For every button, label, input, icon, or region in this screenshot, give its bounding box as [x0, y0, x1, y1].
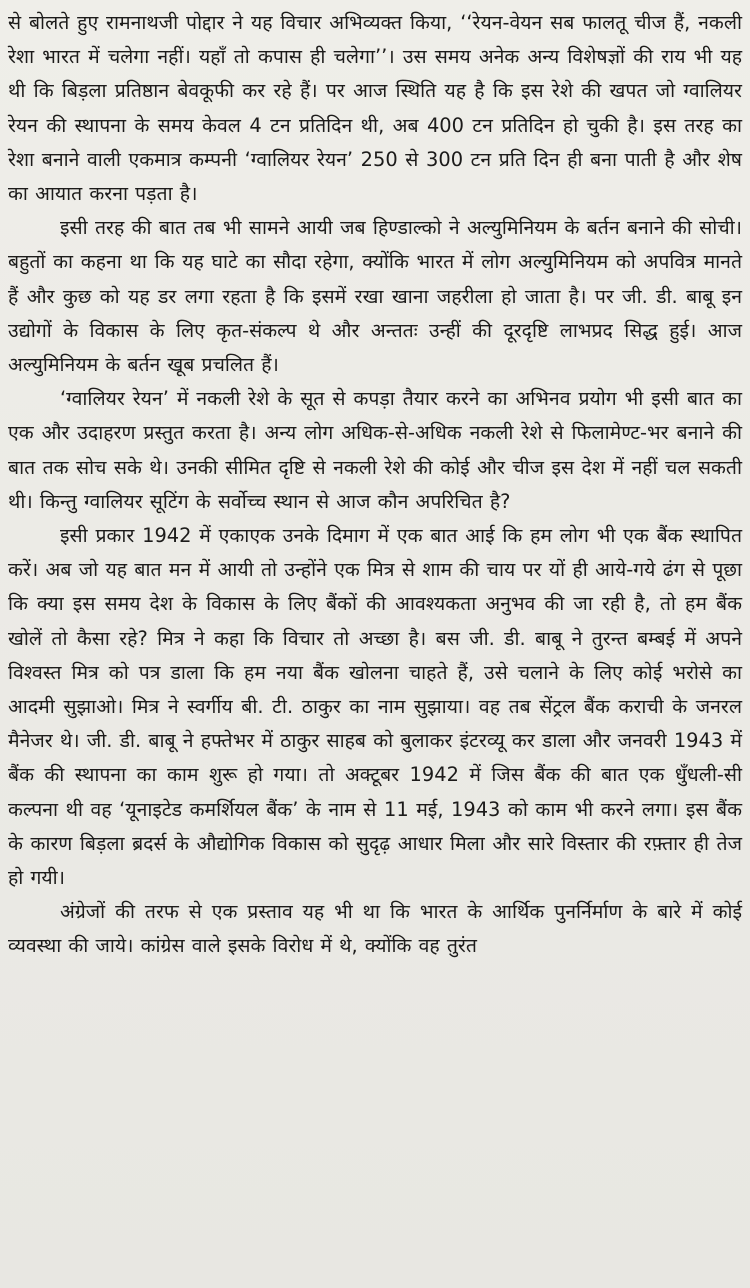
paragraph-gwalior-suiting: ‘ग्वालियर रेयन’ में नकली रेशे के सूत से कपड़ा तैयार करने का अभिनव प्रयोग भी इसी बात का एक और उदाहरण प्रस्तुत करता है। अन्य लोग अधिक-से-अधिक नकली रेशे से फिलामेण्ट-भर बनाने की बात तक सोच सके थे। उनकी सीमित दृष्टि से नकली रेशे की कोई और चीज इस देश में नहीं चल सकती थी। किन्तु ग्वालियर सूटिंग के सर्वोच्च स्थान से आज कौन अपरिचित है? — [8, 387, 742, 513]
paragraph-economic-reconstruction: अंग्रेजों की तरफ से एक प्रस्ताव यह भी था कि भारत के आर्थिक पुनर्निर्माण के बारे में कोई व्यवस्था की जाये। कांग्रेस वाले इसके विरोध में थे, क्योंकि वह तुरंत — [8, 900, 742, 958]
paragraph-bank-founding: इसी प्रकार 1942 में एकाएक उनके दिमाग में एक बात आई कि हम लोग भी एक बैंक स्थापित करें। अब जो यह बात मन में आयी तो उन्होंने एक मित्र से शाम की चाय पर यों ही आये-गये ढंग से पूछा कि क्या इस समय देश के विकास के लिए बैंकों की आवश्यकता अनुभव की जा रही है, तो हम बैंक खोलें तो कैसा रहे? मित्र ने कहा कि विचार तो अच्छा है। बस जी. डी. बाबू ने तुरन्त बम्बई में अपने विश्वस्त मित्र को पत्र डाला कि हम नया बैंक खोलना चाहते हैं, उसे चलाने के लिए कोई भरोसे का आदमी सुझाओ। मित्र ने स्वर्गीय बी. टी. ठाकुर का नाम सुझाया। वह तब सेंट्रल बैंक कराची के जनरल मैनेजर थे। जी. डी. बाबू ने हफ्तेभर में ठाकुर साहब को बुलाकर इंटरव्यू कर डाला और जनवरी 1943 में बैंक की स्थापना का काम शुरू हो गया। तो अक्टूबर 1942 में जिस बैंक की बात एक धुँधली-सी कल्पना थी वह ‘यूनाइटेड कमर्शियल बैंक’ के नाम से 11 मई, 1943 को काम भी करने लगा। इस बैंक के कारण बिड़ला ब्रदर्स के औद्योगिक विकास को सुदृढ़ आधार मिला और सारे विस्तार की रफ़्तार ही तेज हो गयी। — [8, 524, 742, 890]
paragraph-rayon-opinion: से बोलते हुए रामनाथजी पोद्दार ने यह विचार अभिव्यक्त किया, ‘‘रेयन-वेयन सब फालतू चीज हैं, नकली रेशा भारत में चलेगा नहीं। यहाँ तो कपास ही चलेगा’’। उस समय अनेक अन्य विशेषज्ञों की राय भी यह थी कि बिड़ला प्रतिष्ठान बेवकूफी कर रहे हैं। पर आज स्थिति यह है कि इस रेशे की खपत जो ग्वालियर रेयन की स्थापना के समय केवल 4 टन प्रतिदिन थी, अब 400 टन प्रतिदिन हो चुकी है। इस तरह का रेशा बनाने वाली एकमात्र कम्पनी ‘ग्वालियर रेयन’ 250 से 300 टन प्रति दिन ही बना पाती है और शेष का आयात करना पड़ता है। — [8, 11, 742, 206]
paragraph-aluminium-utensils: इसी तरह की बात तब भी सामने आयी जब हिण्डाल्को ने अल्युमिनियम के बर्तन बनाने की सोची। बहुतों का कहना था कि यह घाटे का सौदा रहेगा, क्योंकि भारत में लोग अल्युमिनियम को अपवित्र मानते हैं और कुछ को यह डर लगा रहता है कि इसमें रखा खाना जहरीला हो जाता है। पर जी. डी. बाबू इन उद्योगों के विकास के लिए कृत-संकल्प थे और अन्ततः उन्हीं की दूरदृष्टि लाभप्रद सिद्ध हुई। आज अल्युमिनियम के बर्तन खूब प्रचलित हैं। — [8, 216, 742, 377]
